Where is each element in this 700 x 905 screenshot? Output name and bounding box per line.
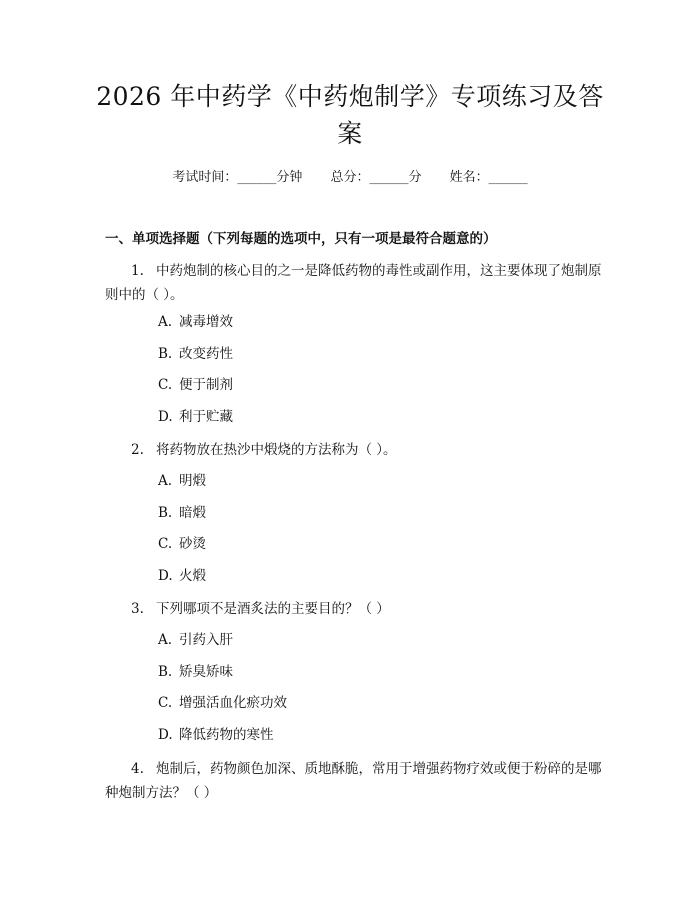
option-letter: B. bbox=[158, 346, 173, 362]
q1-option-a bbox=[158, 312, 233, 332]
q3-option-b bbox=[158, 662, 233, 682]
option-text: 减毒增效 bbox=[179, 314, 233, 330]
question-number: 3. bbox=[131, 601, 144, 617]
total-score-field: 总分：______分 bbox=[330, 170, 422, 185]
question-text: 炮制后，药物颜色加深、质地酥脆，常用于增强药物疗效或便于粉碎的是哪种炮制方法？（ ） bbox=[105, 761, 602, 801]
option-text: 矫臭矫味 bbox=[179, 664, 233, 680]
question-4 bbox=[105, 757, 605, 805]
title-line-2: 案 bbox=[337, 119, 363, 148]
question-text: 下列哪项不是酒炙法的主要目的？（ ） bbox=[156, 601, 390, 617]
option-letter: B. bbox=[158, 505, 173, 521]
option-text: 增强活血化瘀功效 bbox=[179, 695, 287, 711]
q2-option-a bbox=[158, 471, 206, 491]
option-text: 利于贮藏 bbox=[179, 409, 233, 425]
option-text: 便于制剂 bbox=[179, 377, 233, 393]
q3-option-d bbox=[158, 725, 274, 745]
q2-option-c bbox=[158, 534, 206, 554]
question-number: 4. bbox=[131, 761, 144, 777]
q2-option-d bbox=[158, 566, 206, 586]
q3-option-a bbox=[158, 630, 233, 650]
option-letter: C. bbox=[158, 536, 173, 552]
question-number: 2. bbox=[131, 442, 144, 458]
question-1 bbox=[105, 259, 605, 307]
option-text: 暗煅 bbox=[179, 505, 206, 521]
exam-meta-line bbox=[0, 169, 700, 187]
q1-option-c bbox=[158, 375, 233, 395]
question-text: 将药物放在热沙中煅烧的方法称为（ ）。 bbox=[156, 442, 397, 458]
option-text: 改变药性 bbox=[179, 346, 233, 362]
option-text: 砂烫 bbox=[179, 536, 206, 552]
option-text: 火煅 bbox=[179, 568, 206, 584]
option-letter: C. bbox=[158, 377, 173, 393]
question-text: 中药炮制的核心目的之一是降低药物的毒性或副作用，这主要体现了炮制原则中的（ ）。 bbox=[105, 263, 602, 303]
option-letter: B. bbox=[158, 664, 173, 680]
option-letter: A. bbox=[158, 314, 173, 330]
name-field: 姓名：______ bbox=[449, 170, 528, 185]
option-letter: C. bbox=[158, 695, 173, 711]
q2-option-b bbox=[158, 503, 206, 523]
exam-time-field: 考试时间：______分钟 bbox=[172, 170, 303, 185]
option-letter: D. bbox=[158, 409, 173, 425]
title-line-1: 2026 年中药学《中药炮制学》专项练习及答 bbox=[96, 82, 604, 111]
option-text: 引药入肝 bbox=[179, 632, 233, 648]
option-text: 明煅 bbox=[179, 473, 206, 489]
option-letter: A. bbox=[158, 632, 173, 648]
section-heading: 一、单项选择题（下列每题的选项中，只有一项是最符合题意的） bbox=[105, 231, 497, 247]
option-letter: D. bbox=[158, 568, 173, 584]
question-3 bbox=[105, 597, 605, 621]
question-2 bbox=[105, 438, 605, 462]
q1-option-d bbox=[158, 407, 233, 427]
page-title bbox=[90, 78, 610, 152]
option-letter: D. bbox=[158, 727, 173, 743]
question-number: 1. bbox=[131, 263, 144, 279]
option-letter: A. bbox=[158, 473, 173, 489]
q1-option-b bbox=[158, 344, 233, 364]
option-text: 降低药物的寒性 bbox=[179, 727, 274, 743]
q3-option-c bbox=[158, 693, 287, 713]
